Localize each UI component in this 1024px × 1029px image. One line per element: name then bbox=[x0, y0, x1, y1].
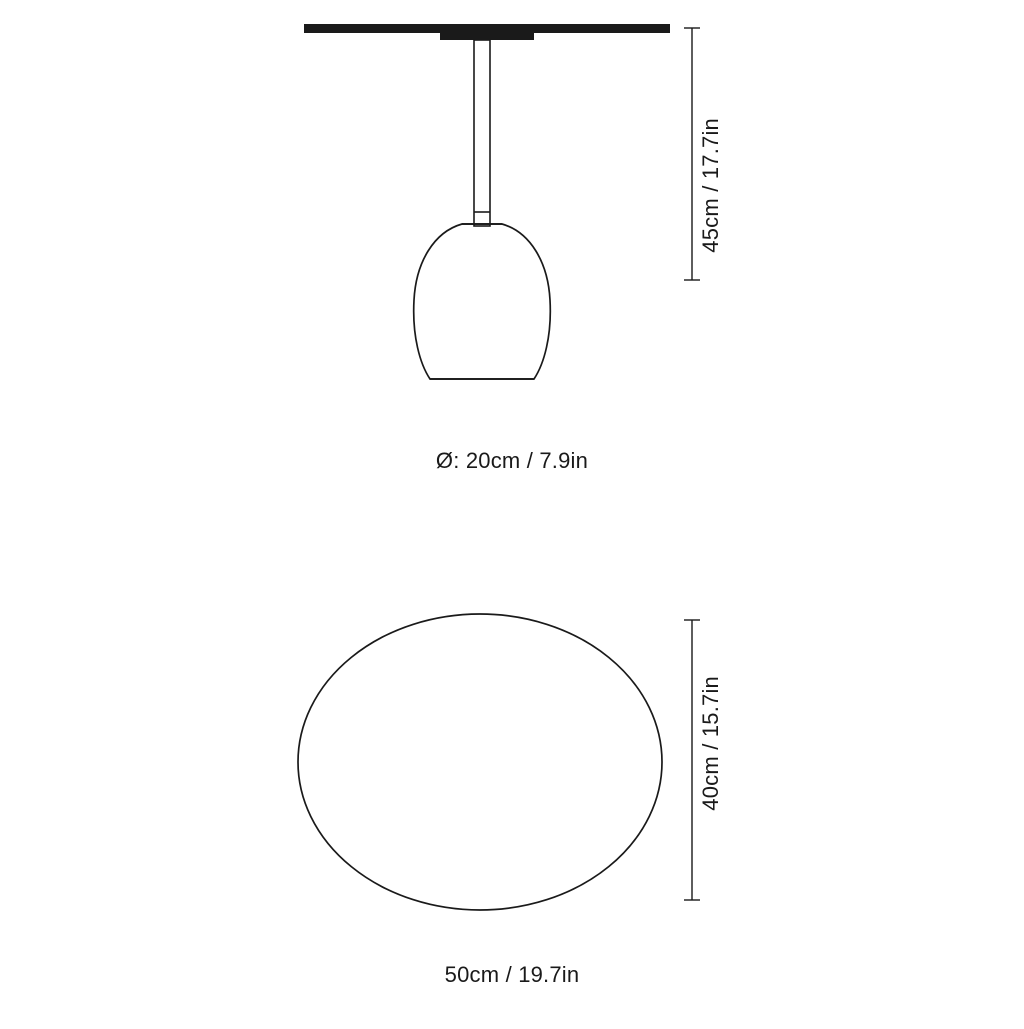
canopy-base bbox=[440, 33, 534, 40]
ceiling-canopy bbox=[304, 24, 670, 40]
elevation-view bbox=[304, 24, 700, 379]
suspension-rod bbox=[474, 40, 490, 226]
rod-body bbox=[474, 40, 490, 226]
glass-shade bbox=[414, 224, 551, 379]
drop-height-label: 45cm / 17.7in bbox=[698, 118, 723, 253]
plan-view bbox=[298, 614, 700, 910]
shade-outline bbox=[414, 224, 551, 379]
pendant-diameter-label: Ø: 20cm / 7.9in bbox=[435, 448, 589, 473]
oval-width-label: 50cm / 19.7in bbox=[444, 962, 580, 987]
oval-height-label: 40cm / 15.7in bbox=[698, 676, 723, 811]
oval-outline bbox=[298, 614, 662, 910]
ceiling-plate bbox=[304, 24, 670, 33]
